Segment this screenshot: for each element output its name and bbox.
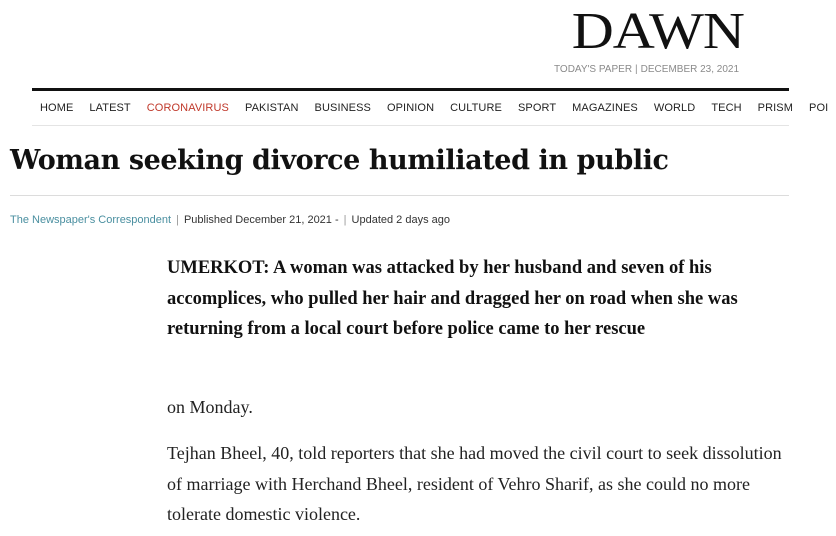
todays-paper-link[interactable]: TODAY'S PAPER xyxy=(554,64,633,75)
updated-time: Updated 2 days ago xyxy=(351,214,450,226)
meta-separator: | xyxy=(176,214,179,226)
nav-item-sport[interactable]: SPORT xyxy=(517,102,557,114)
dawn-logo[interactable]: DAWN xyxy=(571,3,744,60)
dateline-separator: | xyxy=(635,64,638,75)
todays-paper-line xyxy=(554,64,739,75)
author-link[interactable]: The Newspaper's Correspondent xyxy=(10,214,172,226)
nav-item-pakistan[interactable]: PAKISTAN xyxy=(244,102,299,114)
main-nav xyxy=(32,91,829,126)
nav-item-culture[interactable]: CULTURE xyxy=(450,102,502,114)
headline-divider xyxy=(10,195,789,196)
article-paragraph: on Monday. xyxy=(167,397,253,417)
nav-item-prism[interactable]: PRISM xyxy=(757,102,794,114)
article-meta xyxy=(10,214,450,226)
nav-item-opinion[interactable]: OPINION xyxy=(386,102,435,114)
nav-item-business[interactable]: BUSINESS xyxy=(314,102,371,114)
nav-item-politics[interactable]: POI xyxy=(809,102,829,114)
nav-item-magazines[interactable]: MAGAZINES xyxy=(572,102,638,114)
published-date: Published December 21, 2021 - xyxy=(183,214,339,226)
article-paragraph: Tejhan Bheel, 40, told reporters that she had moved the civil court to seek dissolution of marriage with Herchand Bheel, resident of Vehro Sharif, as she could no more tolerate domestic violence. xyxy=(167,443,782,525)
nav-item-world[interactable]: WORLD xyxy=(653,102,696,114)
nav-item-home[interactable]: HOME xyxy=(40,102,74,114)
nav-item-tech[interactable]: TECH xyxy=(711,102,742,114)
article-lead: UMERKOT: A woman was attacked by her husband and seven of his accomplices, who pulled her hair and dragged her on road when she was returning from a local court before police came to her rescue xyxy=(167,258,738,340)
meta-separator: | xyxy=(343,214,347,226)
article-headline: Woman seeking divorce humiliated in public xyxy=(10,145,669,176)
current-date: DECEMBER 23, 2021 xyxy=(640,64,740,75)
nav-item-coronavirus[interactable]: CORONAVIRUS xyxy=(146,102,229,114)
nav-item-latest[interactable]: LATEST xyxy=(89,102,131,114)
